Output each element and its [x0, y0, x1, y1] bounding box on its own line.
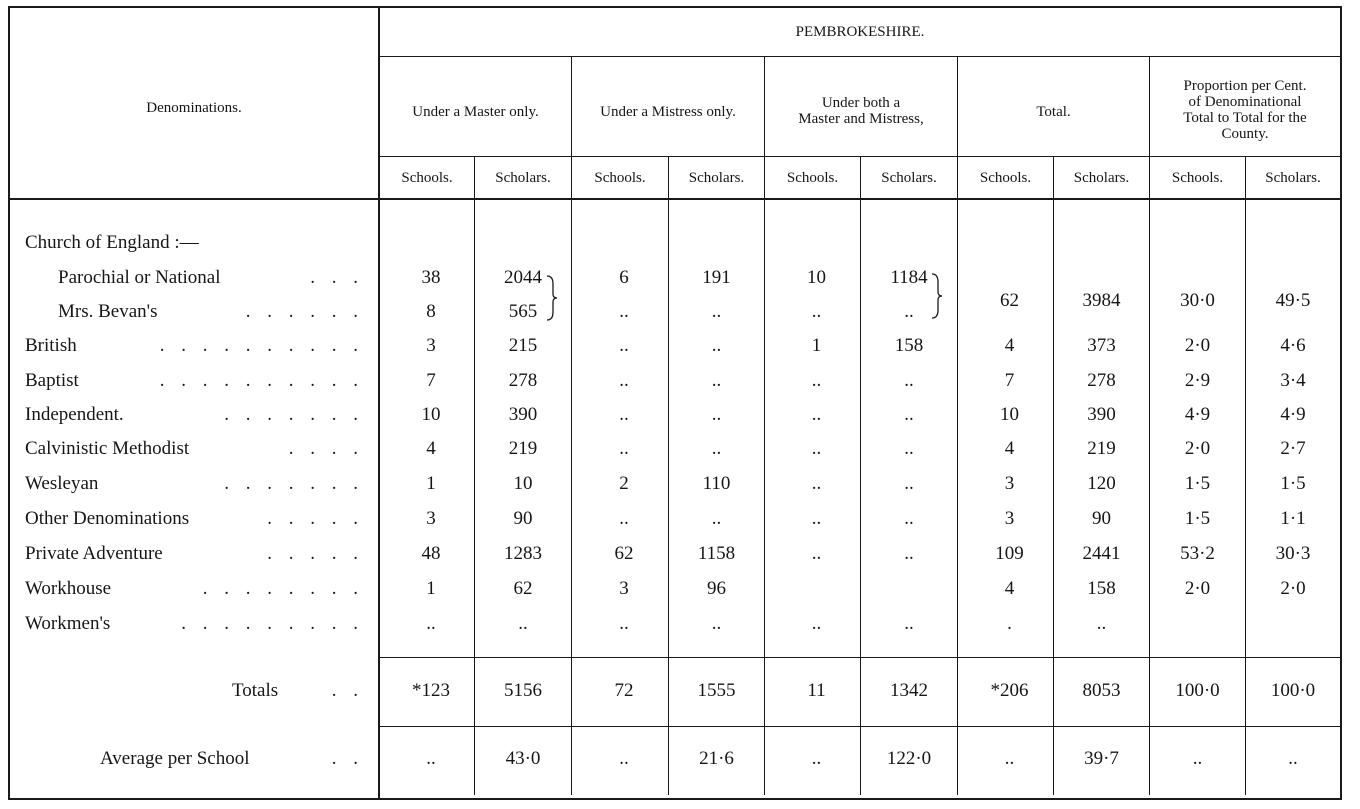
county-title: PEMBROKESHIRE. [795, 24, 925, 40]
table-cell: 1283 [504, 543, 542, 564]
table-cell: 10 [421, 404, 441, 425]
table-cell: 278 [508, 370, 538, 391]
table-cell: .. [904, 370, 914, 391]
sub-header: Scholars. [1073, 170, 1130, 186]
table-cell: 109 [995, 543, 1024, 564]
sub-header: Schools. [594, 170, 646, 186]
table-cell: 1 [426, 473, 436, 494]
table-cell: 62 [614, 543, 634, 564]
table-cell: 120 [1087, 473, 1116, 494]
table-cell: 565 [508, 301, 538, 322]
table-cell: 90 [1092, 508, 1111, 529]
leader-dots: . . . [310, 267, 364, 288]
average-cell: .. [426, 748, 436, 769]
group-mistress-only: Under a Mistress only. [600, 104, 736, 120]
group-both [765, 95, 957, 127]
table-cell: .. [811, 438, 822, 459]
sub-header: Schools. [401, 170, 453, 186]
average-cell: .. [1192, 748, 1203, 769]
row-label: Independent. [25, 404, 124, 425]
row-label: Baptist [25, 370, 79, 391]
totals-cell: 8053 [1082, 680, 1121, 701]
table-cell: .. [904, 613, 914, 634]
row-label: Workhouse [25, 578, 112, 599]
church-combined-cell: 3984 [1082, 290, 1121, 311]
leader-dots: . . [331, 748, 364, 769]
section-label: Church of England :— [25, 232, 199, 253]
table-cell: 48 [421, 543, 441, 564]
table-cell: .. [711, 438, 722, 459]
average-label: Average per School [100, 748, 250, 769]
leader-dots: . . . . . [267, 508, 364, 529]
leader-dots: . . . . . . . [224, 473, 364, 494]
rule-totals-top [380, 657, 1340, 658]
average-cell: .. [1004, 748, 1015, 769]
table-cell: 2·0 [1184, 578, 1211, 599]
totals-label: Totals [232, 680, 279, 701]
table-cell: .. [711, 404, 722, 425]
table-cell: 2441 [1082, 543, 1121, 564]
table-cell: 1·5 [1280, 473, 1306, 494]
table-cell: 1158 [697, 543, 736, 564]
table-cell: 10 [807, 267, 826, 288]
table-cell: .. [904, 438, 914, 459]
average-cell: 39·7 [1084, 748, 1119, 769]
row-label: Workmen's [25, 613, 111, 634]
group-both-line-2: Master and Mistress, [798, 111, 924, 127]
table-cell: .. [811, 613, 822, 634]
table-cell: 158 [894, 335, 924, 356]
leader-dots: . . . . . . . [224, 404, 364, 425]
average-cell: .. [811, 748, 822, 769]
table-cell: 3 [1004, 473, 1015, 494]
table-cell: 4·9 [1280, 404, 1306, 425]
row-label: British [25, 335, 77, 356]
table-cell: .. [904, 473, 914, 494]
table-cell: 390 [508, 404, 538, 425]
table-cell: .. [904, 404, 914, 425]
table-cell: 278 [1087, 370, 1116, 391]
totals-cell: 5156 [504, 680, 542, 701]
table-cell: .. [811, 370, 822, 391]
table-cell: 2044 [504, 267, 542, 288]
table-cell: .. [619, 335, 629, 356]
table-cell: .. [619, 404, 629, 425]
table-cell: .. [811, 508, 822, 529]
group-proportion-line-3: Total to Total for the [1183, 110, 1307, 126]
table-cell: . [1007, 613, 1012, 634]
leader-dots: . . [331, 680, 364, 701]
table-cell: .. [811, 404, 822, 425]
table-cell: 1·1 [1280, 508, 1306, 529]
table-cell: 3·4 [1280, 370, 1306, 391]
leader-dots: . . . . . . . . . . [159, 370, 364, 391]
table-cell: .. [811, 473, 822, 494]
church-combined-cell: 30·0 [1180, 290, 1215, 311]
denominations-header: Denominations. [146, 100, 242, 116]
table-cell: 3 [619, 578, 629, 599]
sub-header: Scholars. [881, 170, 937, 186]
table-cell: 7 [1004, 370, 1015, 391]
leader-dots: . . . . . . [245, 301, 364, 322]
table-cell: 10 [1000, 404, 1019, 425]
row-label: Wesleyan [25, 473, 99, 494]
church-combined-cell: 62 [1000, 290, 1019, 311]
table-cell: 3 [426, 335, 436, 356]
rule-groups-bottom [380, 156, 1340, 157]
row-label: Mrs. Bevan's [58, 301, 158, 322]
leader-dots: . . . . . . . . . [181, 613, 364, 634]
table-cell: 110 [702, 473, 731, 494]
table-cell: 10 [513, 473, 533, 494]
table-cell: 2·9 [1184, 370, 1211, 391]
table-cell: 4 [426, 438, 436, 459]
table-cell: .. [811, 301, 822, 322]
rule-average-top [380, 726, 1340, 727]
table-cell: .. [711, 301, 722, 322]
table-cell: 2 [619, 473, 629, 494]
group-proportion-line-4: County. [1221, 126, 1269, 142]
table-cell: 1184 [890, 267, 928, 288]
table-cell: .. [811, 543, 822, 564]
rule-group-3 [957, 57, 958, 795]
table-cell: .. [619, 438, 629, 459]
table-cell: .. [518, 613, 528, 634]
table-cell: .. [711, 335, 722, 356]
table-cell: .. [619, 301, 629, 322]
table-cell: 4·6 [1280, 335, 1306, 356]
average-cell: 43·0 [505, 748, 541, 769]
table-cell: 7 [426, 370, 436, 391]
group-both-line-1: Under both a [821, 95, 901, 111]
table-cell: 4 [1004, 438, 1015, 459]
totals-cell: 100·0 [1175, 680, 1220, 701]
sub-header: Schools. [1171, 170, 1224, 186]
group-master-only: Under a Master only. [412, 104, 539, 120]
church-combined-cell: 49·5 [1275, 290, 1311, 311]
table-cell: 96 [707, 578, 726, 599]
table-cell: 219 [1087, 438, 1116, 459]
totals-cell: 1555 [697, 680, 736, 701]
table-cell: 38 [421, 267, 441, 288]
table-cell: 4 [1004, 335, 1015, 356]
table-cell: .. [711, 370, 722, 391]
table-cell: .. [619, 613, 629, 634]
table-cell: 53·2 [1180, 543, 1215, 564]
table-cell: 3 [1004, 508, 1015, 529]
table-cell: 2·0 [1280, 578, 1306, 599]
group-proportion [1150, 78, 1340, 142]
group-proportion-line-1: Proportion per Cent. [1183, 78, 1307, 94]
sub-header: Scholars. [1265, 170, 1321, 186]
leader-dots: . . . . [288, 438, 364, 459]
table-cell: 3 [426, 508, 436, 529]
sub-header: Scholars. [688, 170, 745, 186]
rule-group-2 [764, 57, 765, 795]
leader-dots: . . . . . . . . . . [159, 335, 364, 356]
sub-header: Schools. [786, 170, 839, 186]
average-cell: 21·6 [699, 748, 734, 769]
average-cell: .. [619, 748, 629, 769]
totals-cell: 72 [614, 680, 634, 701]
row-label: Parochial or National [58, 267, 221, 288]
sub-header: Scholars. [495, 170, 551, 186]
table-cell: .. [904, 543, 914, 564]
sub-header: Schools. [979, 170, 1032, 186]
group-total: Total. [1036, 104, 1071, 120]
totals-cell: 100·0 [1270, 680, 1316, 701]
row-label: Private Adventure [25, 543, 163, 564]
rule-county-bottom [380, 56, 1340, 57]
leader-dots: . . . . . [267, 543, 364, 564]
totals-cell: *123 [412, 680, 450, 701]
table-cell: .. [426, 613, 436, 634]
group-proportion-line-2: of Denominational [1188, 94, 1302, 110]
table-cell: 2·0 [1184, 438, 1211, 459]
table-cell: 1 [811, 335, 822, 356]
rule-group-1 [571, 57, 572, 795]
table-cell: 62 [513, 578, 533, 599]
table-cell: 4·9 [1184, 404, 1211, 425]
table-cell: 390 [1087, 404, 1116, 425]
table-cell: 90 [513, 508, 533, 529]
rule-denominations-right [378, 8, 380, 798]
rule-header-bottom [10, 198, 1340, 200]
leader-dots: . . . . . . . . [202, 578, 364, 599]
table-cell: .. [904, 301, 914, 322]
average-cell: .. [1288, 748, 1298, 769]
row-label: Other Denominations [25, 508, 190, 529]
table-cell: 2·0 [1184, 335, 1211, 356]
table-cell: .. [1096, 613, 1107, 634]
table-cell: 158 [1087, 578, 1116, 599]
table-cell: .. [619, 370, 629, 391]
table-cell: 1 [426, 578, 436, 599]
table-cell: .. [711, 613, 722, 634]
totals-cell: 11 [807, 680, 826, 701]
table-cell: 2·7 [1280, 438, 1306, 459]
table-cell: 6 [619, 267, 629, 288]
table-cell: .. [711, 508, 722, 529]
table-cell: .. [619, 508, 629, 529]
table-cell: 373 [1087, 335, 1116, 356]
table-cell: 8 [426, 301, 436, 322]
table-cell: 1·5 [1184, 508, 1211, 529]
table-cell: .. [904, 508, 914, 529]
row-label: Calvinistic Methodist [25, 438, 190, 459]
table-cell: 191 [702, 267, 731, 288]
totals-cell: 1342 [890, 680, 928, 701]
table-cell: 1·5 [1184, 473, 1211, 494]
table-cell: 219 [508, 438, 538, 459]
totals-cell: *206 [990, 680, 1029, 701]
average-cell: 122·0 [886, 748, 932, 769]
table-cell: 4 [1004, 578, 1015, 599]
table-cell: 30·3 [1275, 543, 1311, 564]
table-cell: 215 [508, 335, 538, 356]
